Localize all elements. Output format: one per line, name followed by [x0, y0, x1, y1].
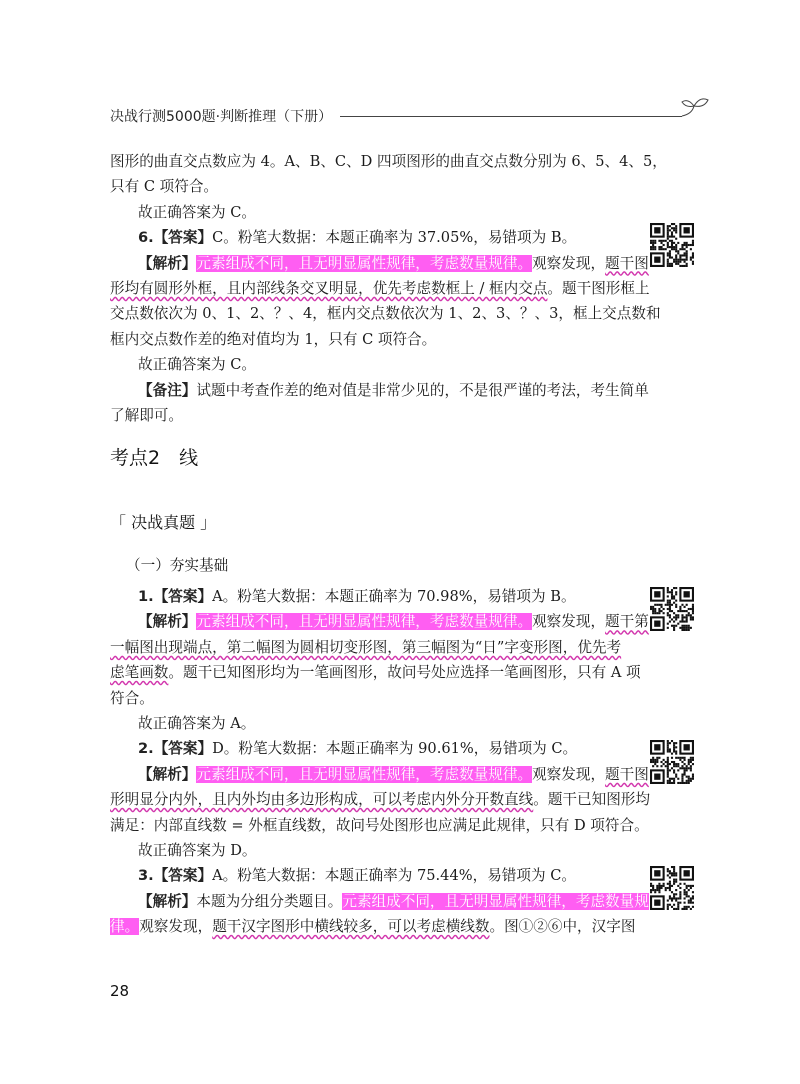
highlight-text: 律。 [110, 918, 140, 936]
answer-conclusion: 故正确答案为 D。 [138, 842, 257, 860]
subsection-title: 「 决战真题 」 [110, 513, 217, 532]
text-span: 观察发现， [532, 254, 606, 272]
text-span: 观察发现， [139, 918, 213, 936]
block-questions-1-3 [110, 584, 650, 940]
text-span: 观察发现， [532, 765, 606, 783]
underlined-text: 题干图 [605, 765, 649, 783]
sprout-icon [678, 94, 710, 122]
text-line: 框内交点数作差的绝对值均为 1，只有 C 项符合。 [110, 330, 437, 348]
highlight-text: 元素组成不同，且无明显属性规律，考虑数量规律。 [196, 254, 533, 272]
underlined-text: 题干汉字图形中横线较多，可以考虑横线数 [212, 918, 490, 936]
text-span: 观察发现， [532, 613, 606, 631]
text-line: 只有 C 项符合。 [110, 178, 219, 196]
answer-text: C。粉笔大数据：本题正确率为 37.05%，易错项为 B。 [212, 229, 577, 247]
text-span: 。题干已知图形均为一笔画图形，故问号处应选择一笔画图形，只有 A 项 [168, 664, 641, 682]
answer-line-3 [110, 863, 640, 888]
text-span: 。图①②⑥中，汉字图 [489, 918, 636, 936]
highlight-text: 元素组成不同，且无明显属性规律，考虑数量规 [342, 892, 649, 910]
highlight-text: 元素组成不同，且无明显属性规律，考虑数量规律。 [196, 765, 533, 783]
answer-tag: 3.【答案】 [138, 867, 213, 885]
analysis-tag: 【解析】 [138, 613, 197, 631]
underlined-text: 形明显分内外，且内外均由多边形构成，可以考虑内外分开数直线 [110, 791, 534, 809]
underlined-text: 题干图 [605, 254, 649, 272]
underlined-text: 虑笔画数 [110, 664, 169, 682]
underlined-text: 题干第 [605, 613, 649, 631]
text-span: 。题干图形框上 [547, 280, 650, 298]
answer-conclusion: 故正确答案为 C。 [138, 203, 256, 221]
text-line [110, 276, 650, 301]
analysis-tag: 【解析】 [138, 892, 197, 910]
answer-line-6 [110, 225, 640, 250]
answer-tag: 1.【答案】 [138, 588, 213, 605]
answer-tag: 2.【答案】 [138, 740, 213, 758]
note-tag: 【备注】 [138, 381, 197, 399]
answer-conclusion: 故正确答案为 C。 [138, 356, 256, 374]
text-line: 图形的曲直交点数应为 4。A、B、C、D 四项图形的曲直交点数分别为 6、5、4、5， [110, 153, 667, 170]
running-header [110, 104, 710, 128]
answer-line-2 [110, 736, 640, 761]
qr-code-icon[interactable] [650, 223, 694, 267]
text-line: 满足：内部直线数 = 外框直线数，故问号处图形也应满足此规律，只有 D 项符合。 [110, 816, 649, 834]
answer-text: D。粉笔大数据：本题正确率为 90.61%，易错项为 C。 [212, 740, 578, 758]
page-number: 28 [110, 982, 130, 1000]
text-line [110, 914, 640, 939]
answer-text: A。粉笔大数据：本题正确率为 70.98%，易错项为 B。 [212, 588, 576, 605]
analysis-line [110, 251, 649, 276]
text-line [110, 635, 640, 660]
highlight-text: 元素组成不同，且无明显属性规律，考虑数量规律。 [196, 613, 533, 631]
subsubsection-title: （一）夯实基础 [126, 557, 229, 574]
qr-code-icon[interactable] [650, 866, 694, 910]
section-title: 考点2 线 [110, 447, 199, 469]
text-line: 了解即可。 [110, 407, 183, 425]
header-title: 决战行测5000题·判断推理（下册） [110, 109, 333, 125]
header-rule [340, 116, 682, 117]
text-line: 符合。 [110, 689, 154, 707]
note-line [110, 378, 649, 403]
underlined-text: 一幅图出现端点，第二幅图为圆相切变形图，第三幅图为“日”字变形图，优先考 [110, 638, 622, 656]
text-line [110, 660, 640, 685]
text-line [110, 787, 650, 812]
qr-code-icon[interactable] [650, 587, 694, 631]
answer-conclusion: 故正确答案为 A。 [138, 715, 256, 733]
analysis-line [110, 609, 649, 634]
analysis-tag: 【解析】 [138, 765, 197, 783]
analysis-tag: 【解析】 [138, 254, 197, 272]
answer-tag: 6.【答案】 [138, 229, 213, 247]
text-line: 交点数依次为 0、1、2、？、4，框内交点数依次为 1、2、3、？、3，框上交点数和 [110, 305, 661, 323]
block-question-5-6 [110, 149, 667, 428]
qr-code-icon[interactable] [650, 740, 694, 784]
text-span: 本题为分组分类题目。 [196, 892, 343, 910]
answer-line-1 [110, 584, 640, 609]
answer-text: A。粉笔大数据：本题正确率为 75.44%，易错项为 C。 [212, 867, 576, 885]
underlined-text: 形均有圆形外框，且内部线条交叉明显，优先考虑数框上 / 框内交点 [110, 280, 548, 298]
analysis-line [110, 762, 649, 787]
text-span: 。题干已知图形均 [533, 791, 650, 809]
text-span: 试题中考查作差的绝对值是非常少见的，不是很严谨的考法，考生简单 [196, 381, 649, 399]
analysis-line [110, 889, 649, 914]
